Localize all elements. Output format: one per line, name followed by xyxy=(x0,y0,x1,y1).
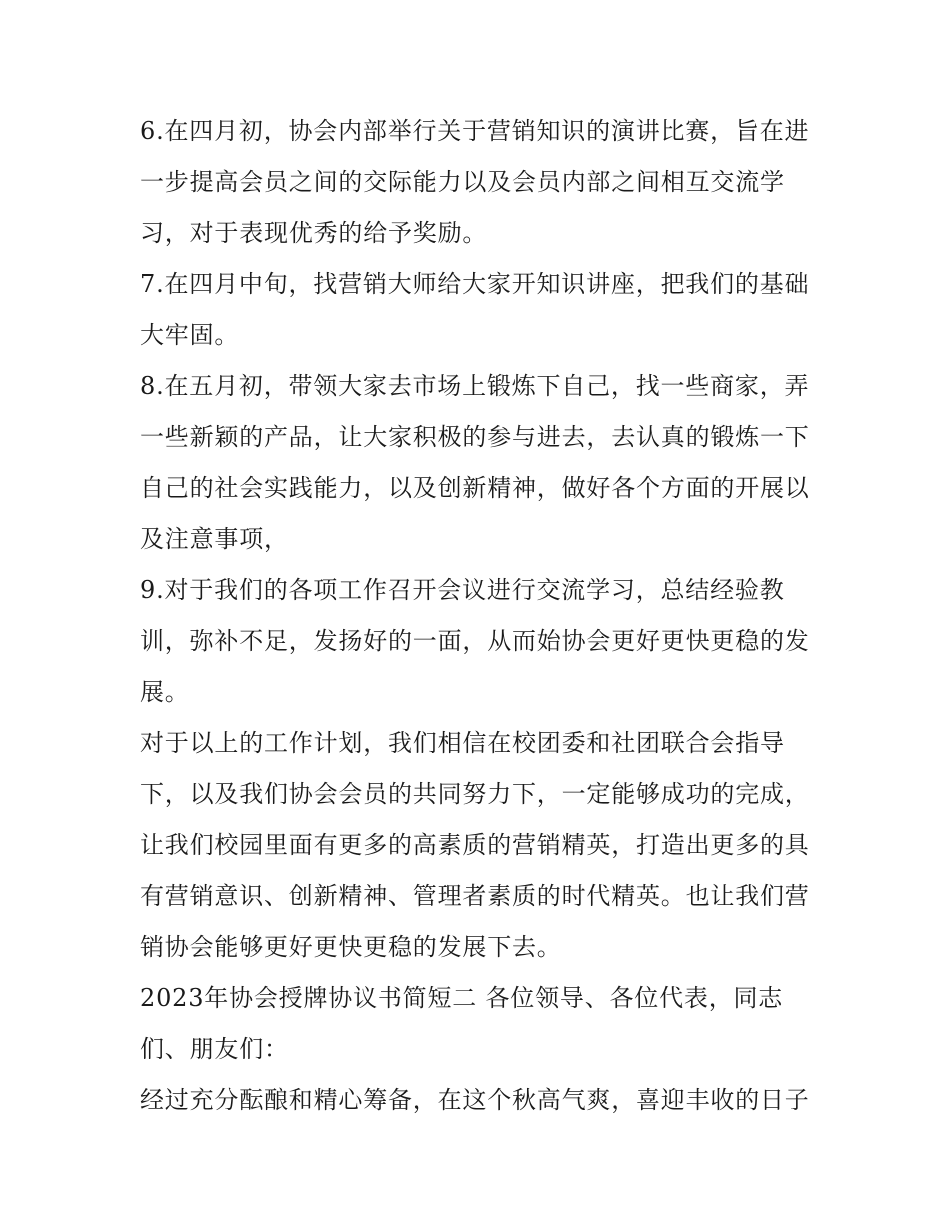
document-body xyxy=(140,106,820,1126)
text-line-5: 大牢固。 xyxy=(140,321,240,349)
text-line-20: 经过充分酝酿和精心筹备，在这个秋高气爽，喜迎丰收的日子 xyxy=(140,1086,810,1114)
text-line-2: 一步提高会员之间的交际能力以及会员内部之间相互交流学 xyxy=(140,168,785,196)
text-line-9: 及注意事项， xyxy=(140,525,289,553)
text-line-6: 8.在五月初，带领大家去市场上锻炼下自己，找一些商家，弄 xyxy=(140,372,810,400)
text-line-1: 6.在四月初，协会内部举行关于营销知识的演讲比赛，旨在进 xyxy=(140,117,810,145)
text-line-12: 展。 xyxy=(140,678,190,706)
text-line-3: 习，对于表现优秀的给予奖励。 xyxy=(140,219,488,247)
text-line-11: 训，弥补不足，发扬好的一面，从而始协会更好更快更稳的发 xyxy=(140,627,810,655)
text-line-13: 对于以上的工作计划，我们相信在校团委和社团联合会指导 xyxy=(140,729,785,757)
text-line-19: 们、朋友们： xyxy=(140,1035,289,1063)
text-line-7: 一些新颖的产品，让大家积极的参与进去，去认真的锻炼一下 xyxy=(140,423,810,451)
text-line-18: 2023年协会授牌协议书简短二 各位领导、各位代表，同志 xyxy=(140,984,784,1012)
text-line-15: 让我们校园里面有更多的高素质的营销精英，打造出更多的具 xyxy=(140,831,810,859)
text-line-17: 销协会能够更好更快更稳的发展下去。 xyxy=(140,933,562,961)
text-line-16: 有营销意识、创新精神、管理者素质的时代精英。也让我们营 xyxy=(140,882,810,910)
text-line-8: 自己的社会实践能力，以及创新精神，做好各个方面的开展以 xyxy=(140,474,810,502)
text-line-10: 9.对于我们的各项工作召开会议进行交流学习，总结经验教 xyxy=(140,576,785,604)
text-line-4: 7.在四月中旬，找营销大师给大家开知识讲座，把我们的基础 xyxy=(140,270,810,298)
text-line-14: 下，以及我们协会会员的共同努力下，一定能够成功的完成， xyxy=(140,780,810,808)
